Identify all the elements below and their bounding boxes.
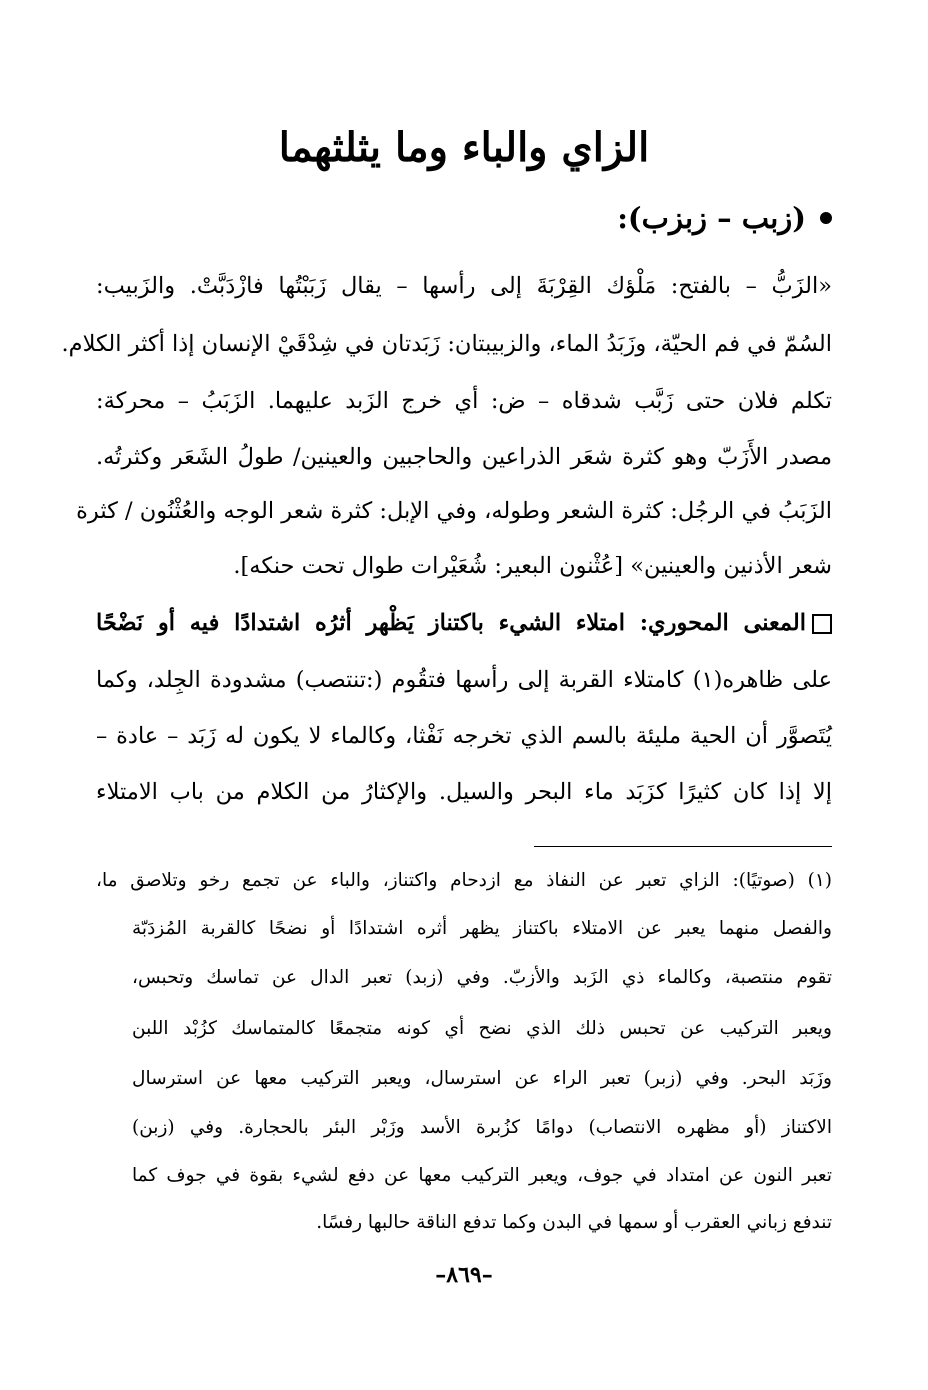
page-number: –٨٦٩– <box>435 1262 493 1288</box>
footnote-line: وزَبَد البحر. وفي (زبر) تعبر الراء عن استرسال، ويعبر التركيب معها عن استرسال <box>132 1068 832 1089</box>
body-line: شعر الأذنين والعينين» [عُثْنون البعير: شُعَيْرات طوال تحت حنكه]. <box>233 553 832 579</box>
footnote-line: ويعبر التركيب عن تحبس ذلك الذي نضح أي كونه متجمعًا كالمتماسك كزُبْد اللبن <box>132 1018 832 1039</box>
body-line: مصدر الأَزَبّ وهو كثرة شعَر الذراعين والحاجبين والعينين/ طولُ الشَعَر وكثرتُه. <box>96 444 832 470</box>
entry-heading <box>617 196 832 240</box>
entry-heading-text: (زبب – زبزب): <box>617 201 806 235</box>
body-line-concept <box>96 603 832 643</box>
checkbox-square-icon <box>812 614 832 634</box>
body-line: على ظاهره(١) كامتلاء القربة إلى رأسها فتقُوم (:تنتصب) مشدودة الجِلد، وكما <box>96 667 833 693</box>
concept-text: المعنى المحوري: امتلاء الشيء باكتناز يَظْهر أثرُه اشتدادًا فيه أو نَضْحًا <box>96 610 806 636</box>
footnote-line: تقوم منتصبة، وكالماء ذي الزَبد والأزبّ. وفي (زبد) تعبر الدال عن تماسك وتحبس، <box>132 967 832 988</box>
body-line: «الزَبُّ – بالفتح: مَلْؤك القِرْبَةَ إلى رأسها – يقال زَبَبْتُها فازْدَبَّتْ. والزَبيب: <box>96 273 832 299</box>
body-line: السُمّ في فم الحيّة، وزَبَدُ الماء، والزبيبتان: زَبَدتان في شِدْقَيْ الإنسان إذا أكثر الكلام. <box>61 331 832 357</box>
footnote-line: تندفع زباني العقرب أو سمها في البدن وكما تدفع الناقة حالبها رفسًا. <box>316 1212 832 1233</box>
footnote-line: (١) (صوتيًا): الزاي تعبر عن النفاذ مع ازدحام واكتناز، والباء عن تجمع رخو وتلاصق ما، <box>96 870 832 891</box>
footnote-divider <box>534 846 832 847</box>
footnote-line: الاكتناز (أو مظهره الانتصاب) دوامًا كزُبرة الأسد وزَبْر البئر بالحجارة. وفي (زبن) <box>132 1117 832 1138</box>
body-line: يُتَصوَّر أن الحية مليئة بالسم الذي تخرجه نَفْثا، وكالماء لا يكون له زَبَد – عادة – <box>96 723 832 749</box>
footnote-line: والفصل منهما يعبر عن الامتلاء باكتناز يظهر أثره اشتدادًا أو نضحًا كالقربة المُزدَبّة <box>132 918 832 939</box>
footnote-line: تعبر النون عن امتداد في جوف، ويعبر التركيب معها عن دفع لشيء بقوة في جوف كما <box>132 1165 832 1186</box>
body-line: الزَبَبُ في الرجُل: كثرة الشعر وطوله، وفي الإبل: كثرة شعر الوجه والعُثْنُون / كثرة <box>76 498 832 524</box>
body-line: إلا إذا كان كثيرًا كزَبَد ماء البحر والسيل. والإكثارُ من الكلام من باب الامتلاء <box>96 779 832 805</box>
bullet-icon <box>820 212 832 224</box>
body-line: تكلم فلان حتى زَبَّب شدقاه – ض: أي خرج الزَبد عليهما. الزَبَبُ – محركة: <box>96 388 832 414</box>
page-title: الزاي والباء وما يثلثهما <box>278 124 650 171</box>
